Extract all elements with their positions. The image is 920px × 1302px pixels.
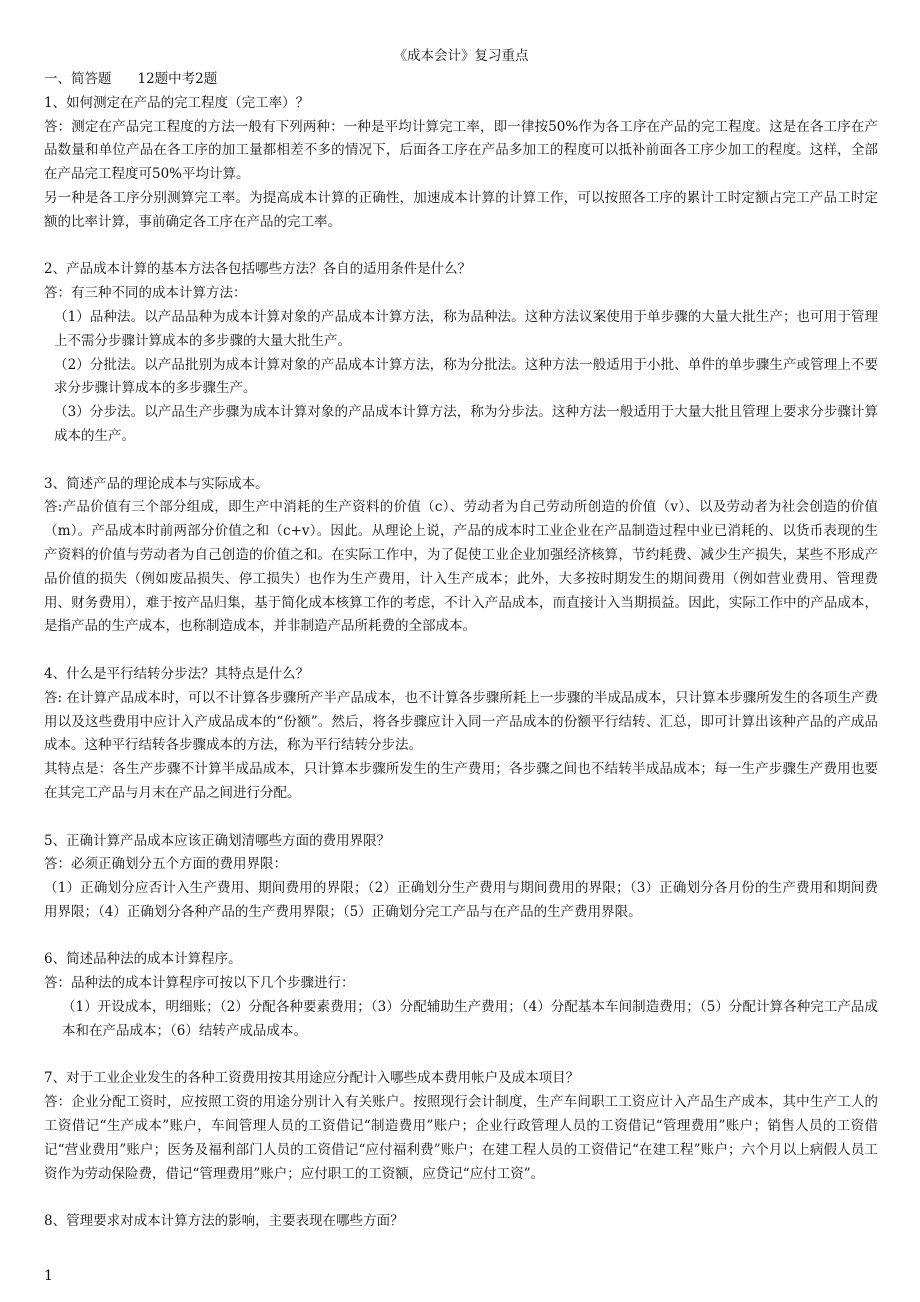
answer-1-part-1: 答：测定在产品完工程度的方法一般有下列两种：一种是平均计算完工率，即一律按50%作为各工序在产品的完工程度。这是在各工序在产品数量和单位产品在各工序的加工量都相差不多的情况下，后面各工序在产品多加工的程度可以抵补前面各工序少加工的程度。这样，全部在产品完工程度可50%平均计算。: [44, 118, 878, 183]
answer-2-intro: 答：有三种不同的成本计算方法：: [44, 285, 247, 302]
question-6: 6、简述品种法的成本计算程序。: [44, 951, 242, 968]
question-4: 4、什么是平行结转分步法？其特点是什么？: [44, 665, 310, 682]
answer-2-item: （3）分步法。以产品生产步骤为成本计算对象的产品成本计算方法，称为分步法。这种方法一般适用于大量大批且管理上要求分步骤计算成本的生产。: [54, 404, 878, 444]
answer-6-intro: 答：品种法的成本计算程序可按以下几个步骤进行：: [44, 975, 355, 992]
answer-1-part-2: 另一种是各工序分别测算完工率。为提高成本计算的正确性，加速成本计算的计算工作，可以按照各工序的累计工时定额占完工产品工时定额的比率计算，事前确定各工序在产品的完工率。: [44, 189, 878, 230]
question-8: 8、管理要求对成本计算方法的影响，主要表现在哪些方面？: [44, 1213, 404, 1230]
section-note: 12题中考2题: [137, 71, 218, 87]
answer-3: 答:产品价值有三个部分组成，即生产中消耗的生产资料的价值（c）、劳动者为自己劳动所创造的价值（v）、以及劳动者为社会创造的价值（m）。产品成本时前两部分价值之和（c+v）。因此。从理论上说，产品的成本时工业企业在产品制造过程中业已消耗的、以货币表现的生产资料的价值与劳动者为自己创造的价值之和。在实际工作中，为了促使工业企业加强经济核算，节约耗费、减少生产损失，某些不形成产品价值的损失（例如废品损失、停工损失）也作为生产费用，计入生产成本；此外，大多按时期发生的期间费用（例如营业费用、管理费用、财务费用），难于按产品归集，基于简化成本核算工作的考虑，不计入产品成本，而直接计入当期损益。因此，实际工作中的产品成本，是指产品的生产成本，也称制造成本，并非制造产品所耗费的全部成本。: [44, 499, 878, 635]
answer-5-items: （1）正确划分应否计入生产费用、期间费用的界限；（2）正确划分生产费用与期间费用的界限；（3）正确划分各月份的生产费用和期间费用界限；（4）正确划分各种产品的生产费用界限；（5）正确划分完工产品与在产品的生产费用界限。: [44, 880, 878, 920]
question-1: 1、如何测定在产品的完工程度（完工率）？: [44, 94, 310, 111]
question-2: 2、产品成本计算的基本方法各包括哪些方法？各自的适用条件是什么？: [44, 261, 472, 278]
answer-6-items: （1）开设成本，明细账；（2）分配各种要素费用；（3）分配辅助生产费用；（4）分配基本车间制造费用；（5）分配计算各种完工产品成本和在产品成本；（6）结转产成品成本。: [62, 999, 878, 1039]
document-page: [44, 44, 878, 1234]
section-label: 一、简答题: [44, 71, 112, 87]
answer-2-item: （2）分批法。以产品批别为成本计算对象的产品成本计算方法，称为分批法。这种方法一般适用于小批、单件的单步骤生产或管理上不要求分步骤计算成本的多步骤生产。: [54, 356, 878, 397]
page-number: 1: [44, 1268, 53, 1284]
question-3: 3、简述产品的理论成本与实际成本。: [44, 475, 269, 492]
answer-5-intro: 答：必须正确划分五个方面的费用界限：: [44, 856, 287, 873]
section-heading: [44, 68, 878, 92]
document-title: 《成本会计》复习重点: [393, 48, 529, 64]
answer-4-part-1: 答: 在计算产品成本时，可以不计算各步骤所产半产品成本，也不计算各步骤所耗上一步骤的半成品成本，只计算本步骤所发生的各项生产费用以及这些费用中应计入产成品成本的“份额”。然后，将各步骤应计入同一产品成本的份额平行结转、汇总，即可计算出该种产品的产成品成本。这种平行结转各步骤成本的方法，称为平行结转分步法。: [44, 689, 878, 754]
answer-4-part-2: 其特点是：各生产步骤不计算半成品成本，只计算本步骤所发生的生产费用；各步骤之间也不结转半成品成本；每一生产步骤生产费用也要在其完工产品与月末在产品之间进行分配。: [44, 761, 878, 801]
answer-2-item: （1）品种法。以产品品种为成本计算对象的产品成本计算方法，称为品种法。这种方法议案使用于单步骤的大量大批生产；也可用于管理上不需分步骤计算成本的多步骤的大量大批生产。: [54, 308, 878, 349]
question-5: 5、正确计算产品成本应该正确划清哪些方面的费用界限？: [44, 832, 391, 849]
answer-7: 答：企业分配工资时，应按照工资的用途分别计入有关账户。按照现行会计制度，生产车间职工工资应计入产品生产成本，其中生产工人的工资借记“生产成本”账户，车间管理人员的工资借记“制造费用”账户；企业行政管理人员的工资借记“管理费用”账户；销售人员的工资借记“营业费用”账户；医务及福利部门人员的工资借记“应付福利费”账户；在建工程人员的工资借记“在建工程”账户；六个月以上病假人员工资作为劳动保险费，借记“管理费用”账户；应付职工的工资额，应贷记“应付工资”。: [44, 1094, 878, 1182]
question-7: 7、对于工业企业发生的各种工资费用按其用途应分配计入哪些成本费用帐户及成本项目？: [44, 1070, 580, 1087]
